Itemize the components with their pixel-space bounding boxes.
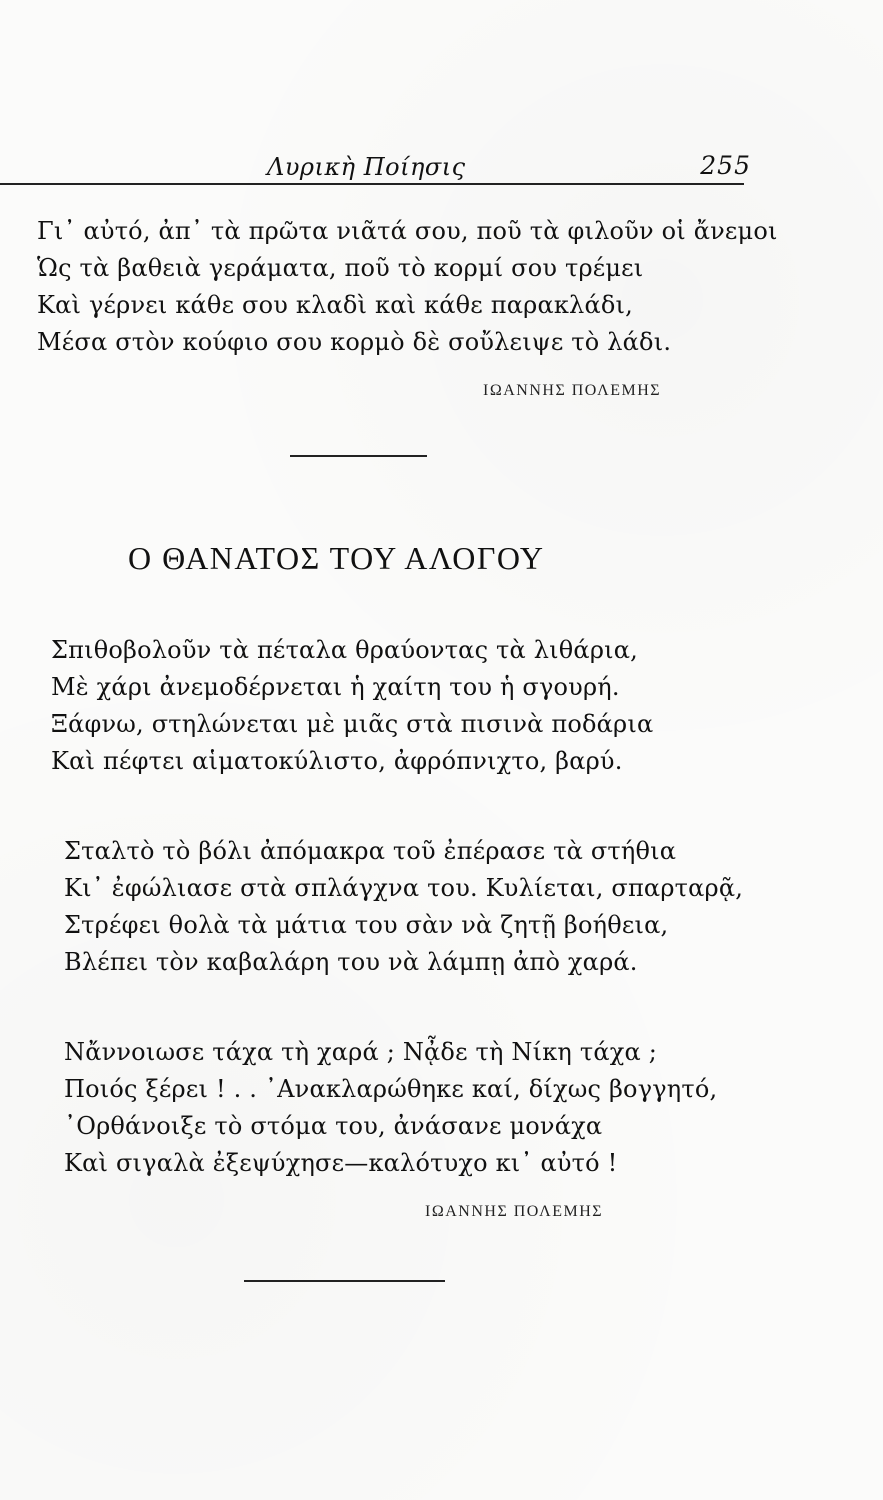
poem-author: ΙΩΑΝΝΗΣ ΠΟΛΕΜΗΣ xyxy=(425,1203,604,1220)
poem-line: Καὶ γέρνει κάθε σου κλαδὶ καὶ κάθε παρακλάδι, xyxy=(37,291,633,319)
poem-stanza-3 xyxy=(64,1034,717,1182)
poem-line: Νἄννοιωσε τάχα τὴ χαρά ; Νᾆδε τὴ Νίκη τάχα ; xyxy=(64,1038,657,1066)
poem-line: Γι᾽ αὐτό, ἀπ᾽ τὰ πρῶτα νιᾶτά σου, ποῦ τὰ φιλοῦν οἱ ἄνεμοι xyxy=(37,217,778,245)
first-poem-stanza xyxy=(37,213,778,361)
page-header xyxy=(0,145,883,190)
poem-line: Μέσα στὸν κούφιο σου κορμὸ δὲ σοὔλειψε τὸ λάδι. xyxy=(37,328,672,356)
bottom-divider xyxy=(244,1280,445,1282)
poem-line: ᾿Ορθάνοιξε τὸ στόμα του, ἀνάσανε μονάχα xyxy=(64,1112,603,1140)
poem-line: Καὶ σιγαλὰ ἐξεψύχησε—καλότυχο κι᾽ αὐτό ! xyxy=(64,1149,618,1177)
first-poem-author: ΙΩΑΝΝΗΣ ΠΟΛΕΜΗΣ xyxy=(483,382,662,399)
running-head-title: Λυρικὴ Ποίησις xyxy=(267,153,466,181)
poem-line: Ὡς τὰ βαθειὰ γεράματα, ποῦ τὸ κορμί σου τρέμει xyxy=(37,254,644,282)
poem-line: Καὶ πέφτει αἱματοκύλιστο, ἀφρόπνιχτο, βαρύ. xyxy=(51,747,623,775)
poem-line: Μὲ χάρι ἀνεμοδέρνεται ἡ χαίτη του ἡ σγουρή. xyxy=(51,673,620,701)
page-number: 255 xyxy=(700,151,751,180)
poem-line: Ποιός ξέρει ! . . ᾿Ανακλαρώθηκε καί, δίχως βογγητό, xyxy=(64,1075,718,1103)
header-rule xyxy=(0,183,744,185)
section-divider xyxy=(290,455,427,457)
poem-line: Βλέπει τὸν καβαλάρη του νὰ λάμπῃ ἀπὸ χαρά. xyxy=(64,948,638,976)
poem-line: Σπιθοβολοῦν τὰ πέταλα θραύοντας τὰ λιθάρια, xyxy=(51,636,638,664)
poem-title: Ο ΘΑΝΑΤΟΣ ΤΟΥ ΑΛΟΓΟΥ xyxy=(128,540,545,576)
poem-stanza-2 xyxy=(64,833,743,981)
poem-line: Στρέφει θολὰ τὰ μάτια του σὰν νὰ ζητῇ βοήθεια, xyxy=(64,911,669,939)
poem-line: Κι᾽ ἐφώλιασε στὰ σπλάγχνα του. Κυλίεται, σπαρταρᾷ, xyxy=(64,874,744,902)
poem-line: Ξάφνω, στηλώνεται μὲ μιᾶς στὰ πισινὰ ποδάρια xyxy=(51,710,654,738)
poem-line: Σταλτὸ τὸ βόλι ἀπόμακρα τοῦ ἐπέρασε τὰ στήθια xyxy=(64,837,677,865)
poem-stanza-1 xyxy=(51,632,653,780)
